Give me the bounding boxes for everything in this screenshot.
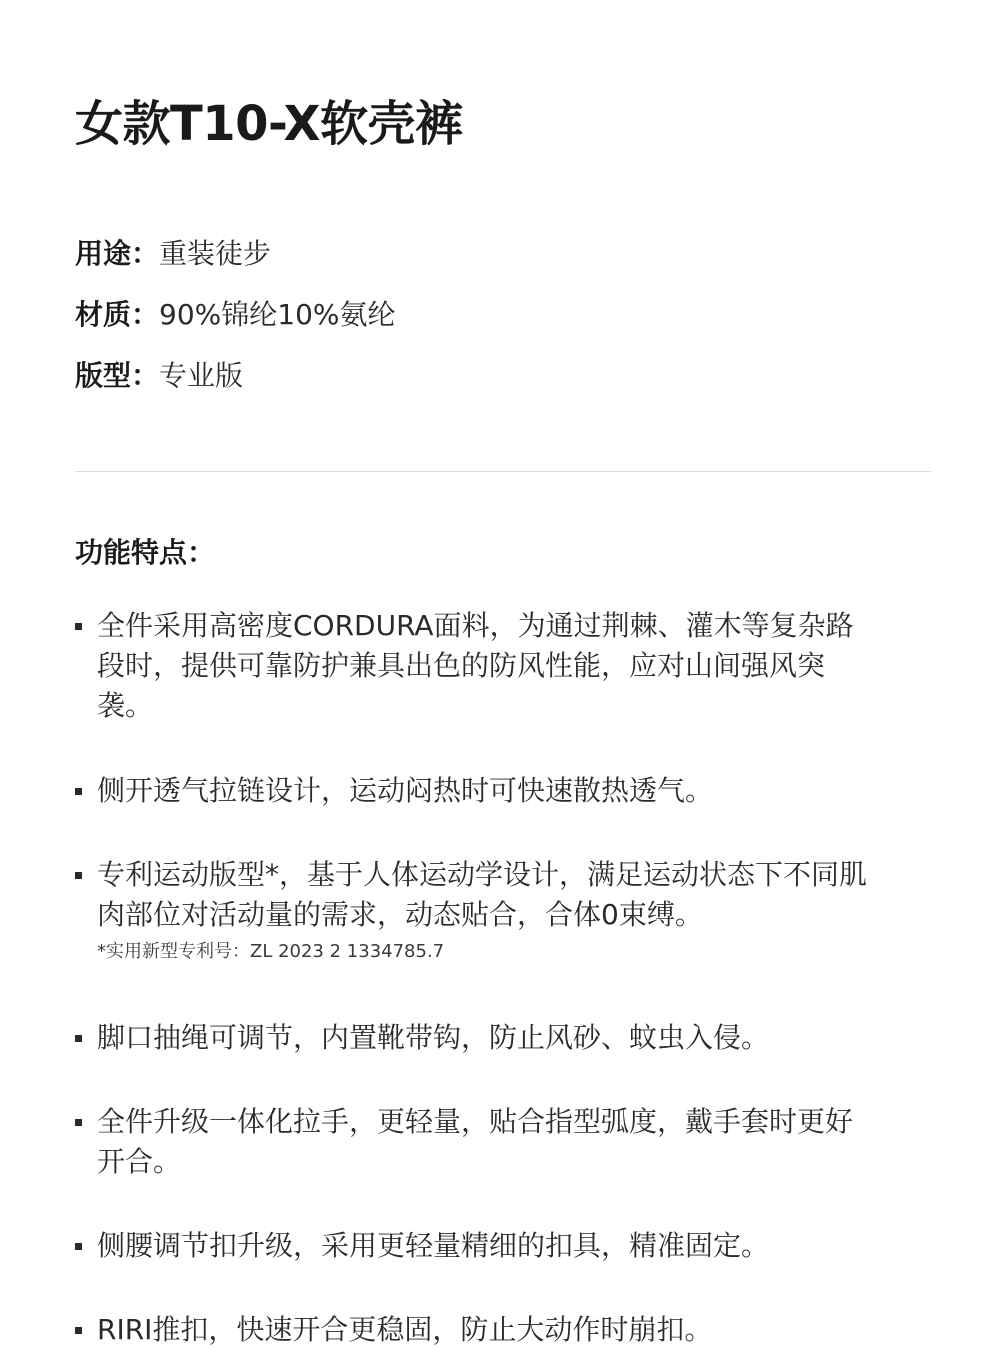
feature-item	[75, 1018, 875, 1058]
bullet-icon	[75, 1035, 82, 1042]
feature-item	[75, 1226, 875, 1266]
feature-item	[75, 1102, 875, 1182]
spec-material-label: 材质：	[75, 298, 160, 331]
feature-text: 全件采用高密度CORDURA面料，为通过荆棘、灌木等复杂路段时，提供可靠防护兼具出色的防风性能，应对山间强风突袭。	[97, 609, 854, 722]
feature-text: 脚口抽绳可调节，内置靴带钩，防止风砂、蚊虫入侵。	[97, 1021, 770, 1054]
spec-fit	[75, 356, 243, 396]
product-title: 女款T10-X软壳裤	[75, 96, 463, 152]
bullet-icon	[75, 623, 82, 630]
bullet-icon	[75, 788, 82, 795]
spec-fit-label: 版型：	[75, 359, 160, 392]
spec-material	[75, 295, 396, 335]
bullet-icon	[75, 1327, 82, 1334]
features-heading: 功能特点：	[75, 536, 216, 569]
bullet-icon	[75, 1119, 82, 1126]
section-divider	[75, 471, 931, 472]
bullet-icon	[75, 872, 82, 879]
spec-material-value: 90%锦纶10%氨纶	[159, 298, 396, 331]
feature-item	[75, 771, 875, 811]
feature-text: 侧开透气拉链设计，运动闷热时可快速散热透气。	[97, 774, 714, 807]
spec-fit-value: 专业版	[159, 359, 244, 392]
feature-item	[75, 855, 875, 965]
feature-item	[75, 606, 875, 726]
feature-text: 全件升级一体化拉手，更轻量，贴合指型弧度，戴手套时更好开合。	[97, 1105, 854, 1178]
spec-usage-label: 用途：	[75, 237, 160, 270]
feature-text: RIRI推扣，快速开合更稳固，防止大动作时崩扣。	[97, 1313, 713, 1346]
patent-note: *实用新型专利号：ZL 2023 2 1334785.7	[97, 941, 445, 962]
bullet-icon	[75, 1243, 82, 1250]
feature-item	[75, 1310, 875, 1350]
feature-text: 专利运动版型*，基于人体运动学设计，满足运动状态下不同肌肉部位对活动量的需求，动态贴合，合体0束缚。	[97, 858, 868, 931]
spec-usage	[75, 234, 271, 274]
feature-text: 侧腰调节扣升级，采用更轻量精细的扣具，精准固定。	[97, 1229, 770, 1262]
spec-usage-value: 重装徒步	[159, 237, 272, 270]
